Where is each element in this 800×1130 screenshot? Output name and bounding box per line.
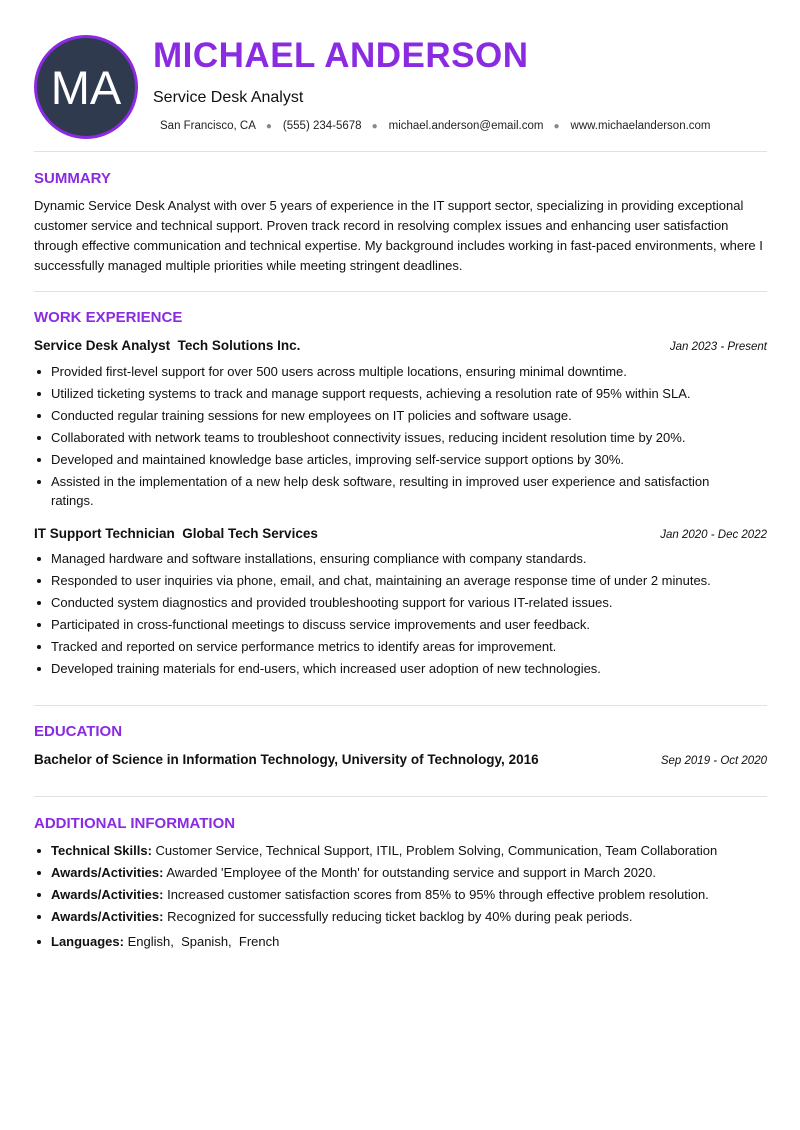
item-label: Awards/Activities: bbox=[51, 887, 164, 902]
item-label: Languages: bbox=[51, 934, 124, 949]
list-item: Conducted regular training sessions for new employees on IT policies and software usage. bbox=[34, 406, 754, 425]
item-text: Awarded 'Employee of the Month' for outstanding service and support in March 2020. bbox=[166, 865, 656, 880]
job-dates: Jan 2020 - Dec 2022 bbox=[660, 529, 767, 541]
item-label: Awards/Activities: bbox=[51, 865, 164, 880]
list-item: Managed hardware and software installations, ensuring compliance with company standards. bbox=[34, 549, 754, 568]
divider bbox=[34, 151, 767, 152]
job-company: Global Tech Services bbox=[182, 526, 318, 541]
divider bbox=[34, 291, 767, 292]
job-header bbox=[34, 338, 767, 353]
job-title bbox=[34, 338, 300, 353]
contact-line bbox=[160, 120, 711, 132]
contact-separator: ● bbox=[265, 120, 272, 132]
list-item bbox=[34, 907, 754, 926]
contact-separator: ● bbox=[553, 120, 560, 132]
list-item: Developed training materials for end-users, which increased user adoption of new technologies. bbox=[34, 659, 754, 678]
summary-text: Dynamic Service Desk Analyst with over 5 years of experience in the IT support sector, specializing in providing exceptional customer service and technical support. Proven track record in resolving complex issues and enhancing user satisfaction through effective communication and technical expertise. My background includes working in fast-paced environments, where I successfully managed multiple priorities while meeting stringent deadlines. bbox=[34, 198, 763, 273]
education-dates: Sep 2019 - Oct 2020 bbox=[660, 755, 767, 767]
job-title bbox=[34, 526, 318, 541]
list-item: Provided first-level support for over 500 users across multiple locations, ensuring minimal downtime. bbox=[34, 362, 754, 381]
job-header bbox=[34, 526, 767, 541]
list-item: Collaborated with network teams to troubleshoot connectivity issues, reducing incident resolution time by 20%. bbox=[34, 428, 754, 447]
education-degree: Bachelor of Science in Information Technology, University of Technology, 2016 bbox=[34, 752, 539, 767]
job-bullets bbox=[34, 549, 754, 681]
list-item: Developed and maintained knowledge base articles, improving self-service support options by 30%. bbox=[34, 450, 754, 469]
list-item bbox=[34, 932, 754, 951]
list-item: Responded to user inquiries via phone, email, and chat, maintaining an average response time of under 2 minutes. bbox=[34, 571, 754, 590]
candidate-headline: Service Desk Analyst bbox=[153, 89, 304, 106]
list-item: Conducted system diagnostics and provided troubleshooting support for various IT-related issues. bbox=[34, 593, 754, 612]
candidate-name: MICHAEL ANDERSON bbox=[153, 36, 529, 75]
section-title-education: EDUCATION bbox=[34, 723, 123, 740]
contact-separator: ● bbox=[371, 120, 378, 132]
item-text: English, Spanish, French bbox=[127, 934, 280, 949]
item-text: Increased customer satisfaction scores from 85% to 95% through effective problem resolution. bbox=[167, 887, 709, 902]
contact-location: San Francisco, CA bbox=[160, 120, 256, 132]
avatar-initials: MA bbox=[50, 60, 122, 114]
contact-phone: (555) 234-5678 bbox=[282, 120, 362, 132]
list-item: Tracked and reported on service performance metrics to identify areas for improvement. bbox=[34, 637, 754, 656]
item-text: Recognized for successfully reducing ticket backlog by 40% during peak periods. bbox=[167, 909, 633, 924]
section-title-experience: WORK EXPERIENCE bbox=[34, 309, 183, 326]
contact-website[interactable]: www.michaelanderson.com bbox=[570, 120, 711, 132]
job-dates: Jan 2023 - Present bbox=[669, 341, 767, 353]
avatar bbox=[34, 35, 138, 139]
job-bullets bbox=[34, 362, 754, 513]
item-label: Technical Skills: bbox=[51, 843, 152, 858]
list-item bbox=[34, 841, 754, 860]
list-item bbox=[34, 885, 754, 904]
list-item: Utilized ticketing systems to track and manage support requests, achieving a resolution rate of 95% within SLA. bbox=[34, 384, 754, 403]
divider bbox=[34, 705, 767, 706]
education-entry bbox=[34, 752, 767, 767]
contact-email[interactable]: michael.anderson@email.com bbox=[388, 120, 544, 132]
additional-list bbox=[34, 841, 754, 954]
list-item bbox=[34, 863, 754, 882]
section-title-additional: ADDITIONAL INFORMATION bbox=[34, 815, 236, 832]
divider bbox=[34, 796, 767, 797]
job-role: Service Desk Analyst bbox=[34, 338, 171, 353]
item-label: Awards/Activities: bbox=[51, 909, 164, 924]
section-title-summary: SUMMARY bbox=[34, 170, 111, 187]
job-company: Tech Solutions Inc. bbox=[177, 338, 301, 353]
item-text: Customer Service, Technical Support, ITIL, Problem Solving, Communication, Team Collaboration bbox=[155, 843, 718, 858]
job-role: IT Support Technician bbox=[34, 526, 175, 541]
list-item: Assisted in the implementation of a new help desk software, resulting in improved user experience and satisfaction ratings. bbox=[34, 472, 754, 510]
list-item: Participated in cross-functional meetings to discuss service improvements and user feedback. bbox=[34, 615, 754, 634]
